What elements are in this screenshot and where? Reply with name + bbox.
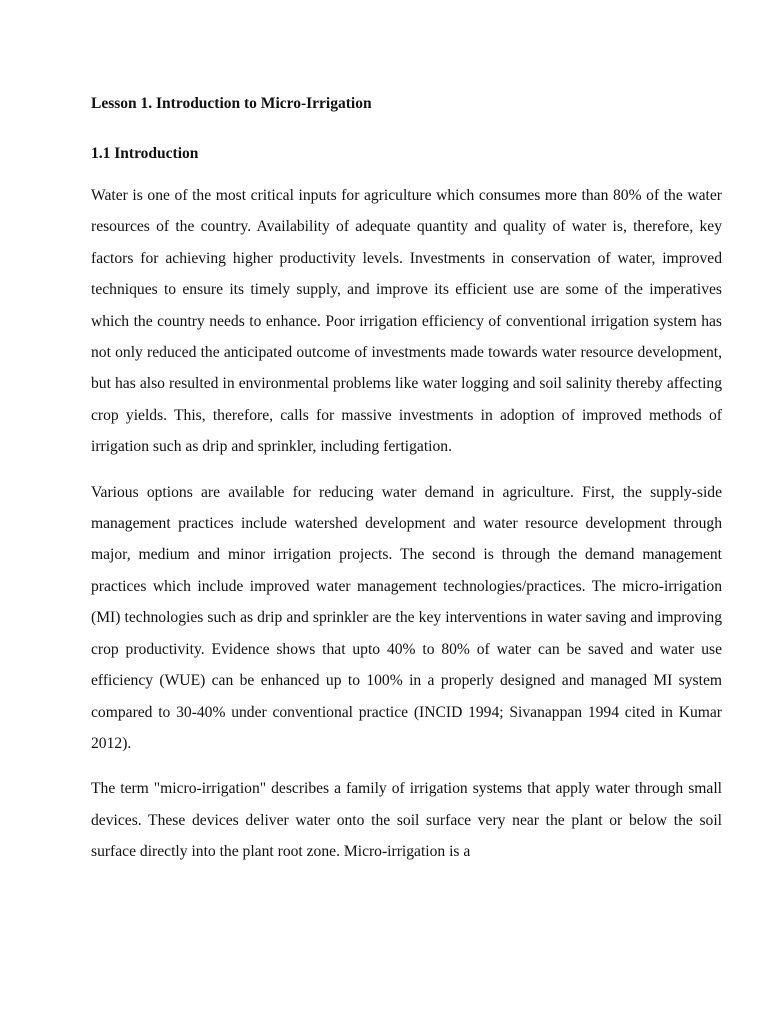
- paragraph-water-demand-options: Various options are available for reducing water demand in agriculture. First, the supply-side management practices include watershed development and water resource development through major, medium and minor irrigation projects. The second is through the demand management practices which include improved water management technologies/practices. The micro-irrigation (MI) technologies such as drip and sprinkler are the key interventions in water saving and improving crop productivity. Evidence shows that upto 40% to 80% of water can be saved and water use efficiency (WUE) can be enhanced up to 100% in a properly designed and managed MI system compared to 30-40% under conventional practice (INCID 1994; Sivanappan 1994 cited in Kumar 2012).: [91, 483, 722, 752]
- section-title: 1.1 Introduction: [91, 145, 199, 162]
- lesson-title: Lesson 1. Introduction to Micro-Irrigation: [91, 95, 372, 112]
- document-page: [91, 94, 722, 868]
- paragraph-micro-irrigation-definition: The term "micro-irrigation" describes a family of irrigation systems that apply water through small devices. These devices deliver water onto the soil surface very near the plant or below the soil surface directly into the plant root zone. Micro-irrigation is a: [91, 780, 722, 861]
- paragraph-water-inputs: Water is one of the most critical inputs for agriculture which consumes more than 80% of the water resources of the country. Availability of adequate quantity and quality of water is, therefore, key factors for achieving higher productivity levels. Investments in conservation of water, improved techniques to ensure its timely supply, and improve its efficient use are some of the imperatives which the country needs to enhance. Poor irrigation efficiency of conventional irrigation system has not only reduced the anticipated outcome of investments made towards water resource development, but has also resulted in environmental problems like water logging and soil salinity thereby affecting crop yields. This, therefore, calls for massive investments in adoption of improved methods of irrigation such as drip and sprinkler, including fertigation.: [91, 187, 722, 456]
